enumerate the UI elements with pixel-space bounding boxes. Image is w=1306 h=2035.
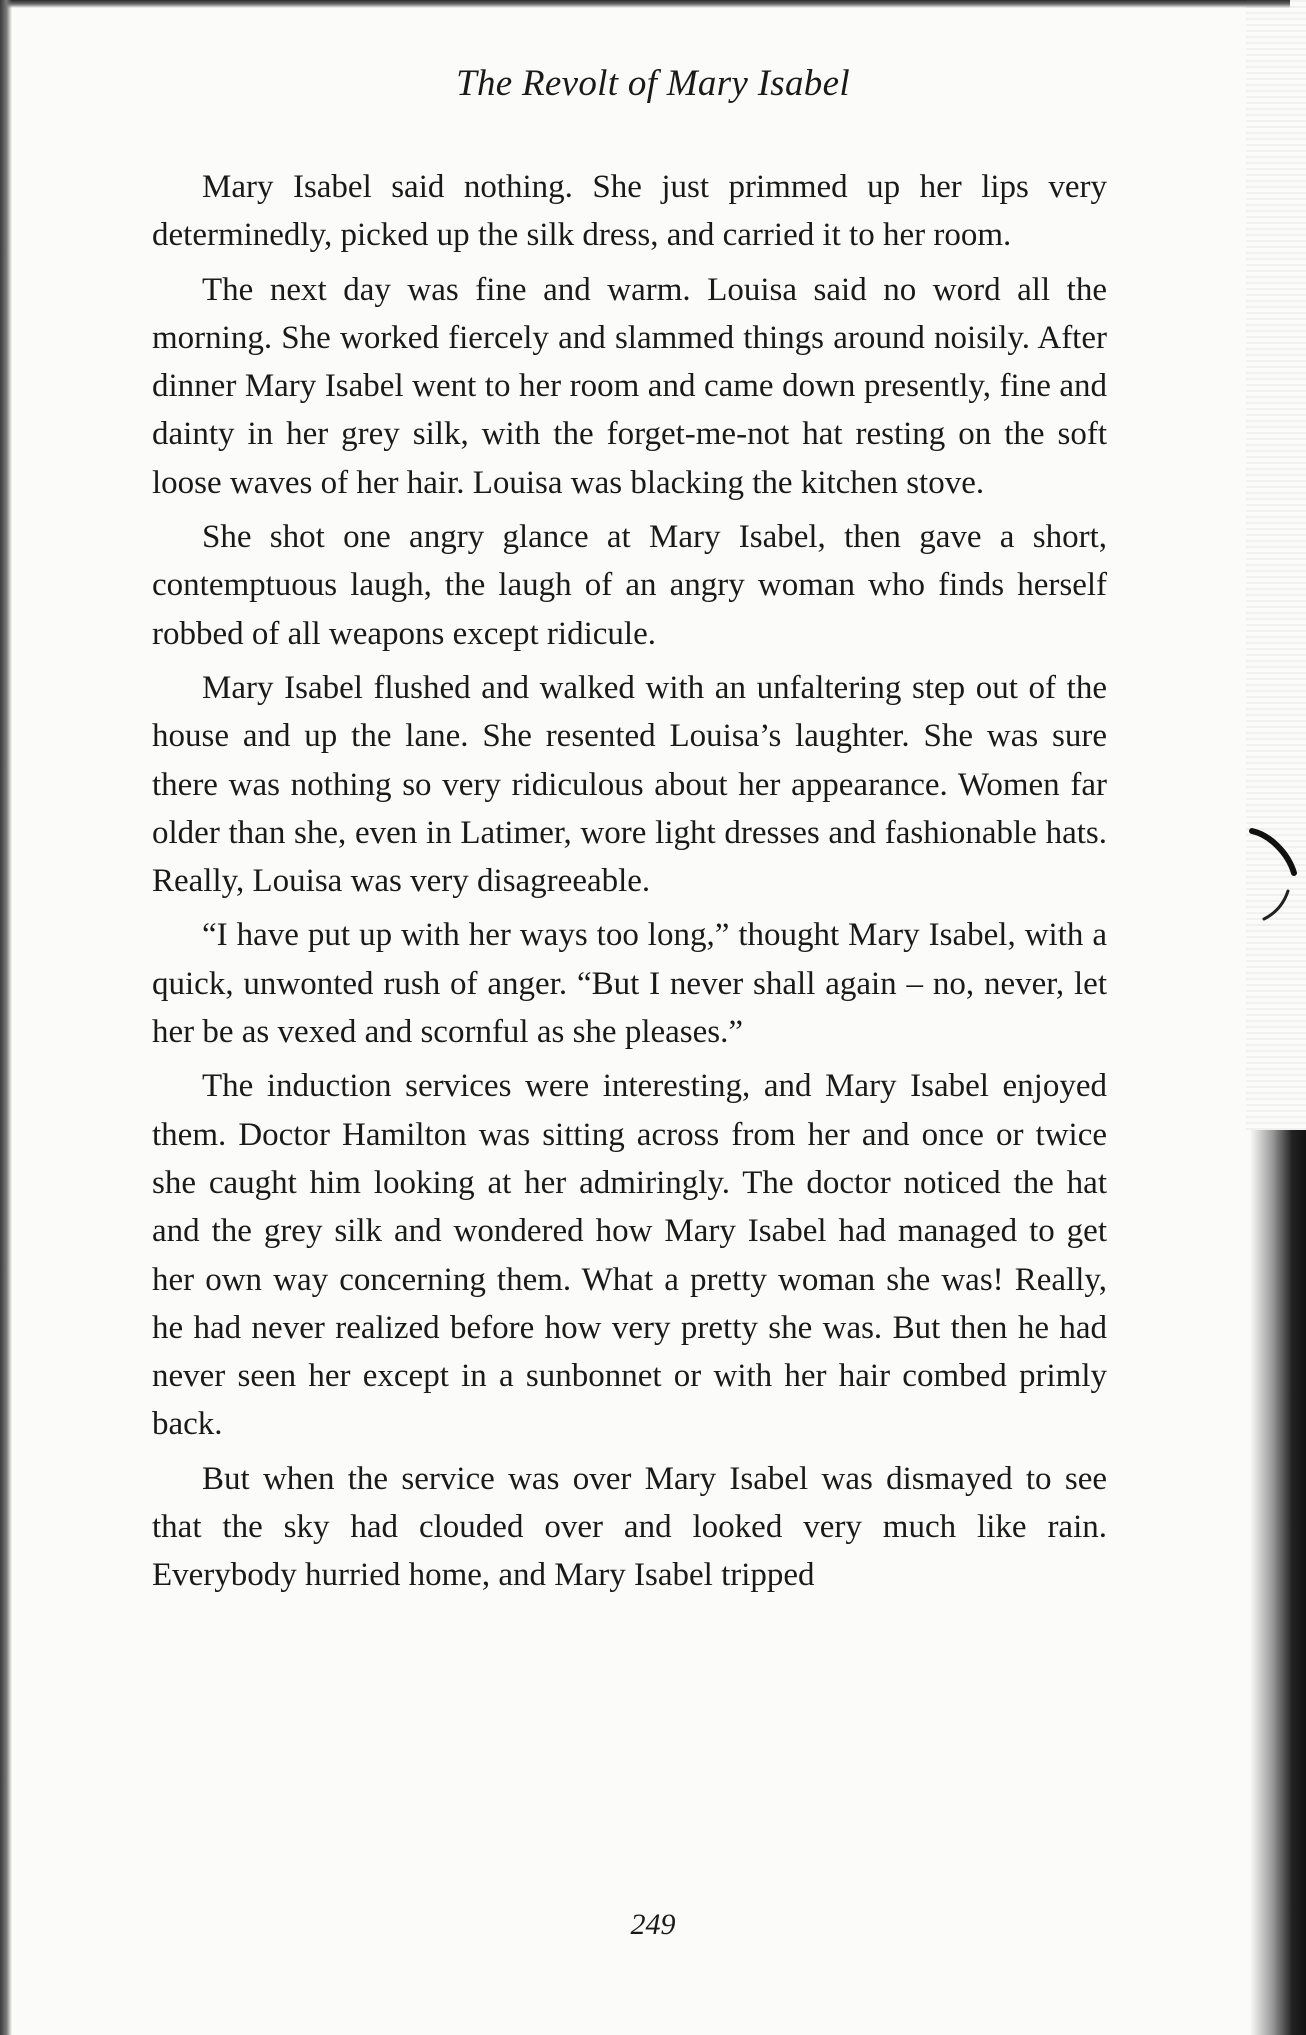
paragraph: Mary Isabel flushed and walked with an unfaltering step out of the house and up the lane. She resented Louisa’s laughter. She was sure there was nothing so very ridiculous about her appearance. Women far older than she, even in Latimer, wore light dresses and fashionable hats. Really, Louisa was very disagreeable. xyxy=(152,669,1107,900)
paragraph: But when the service was over Mary Isabel was dismayed to see that the sky had clouded over and looked very much like rain. Everybody hurried home, and Mary Isabel tripped xyxy=(152,1460,1107,1594)
paragraph: The induction services were interesting, and Mary Isabel enjoyed them. Doctor Hamilton was sitting across from her and once or twice she caught him looking at her admiringly. The doctor noticed the hat and the grey silk and wondered how Mary Isabel had managed to get her own way concerning them. What a pretty woman she was! Really, he had never realized before how very pretty she was. But then he had never seen her except in a sunbonnet or with her hair combed primly back. xyxy=(152,1068,1107,1443)
paragraph: The next day was fine and warm. Louisa said no word all the morning. She worked fiercely and slammed things around noisily. After dinner Mary Isabel went to her room and came down presently, fine and dainty in her grey silk, with the forget-me-not hat resting on the soft loose waves of her hair. Louisa was blacking the kitchen stove. xyxy=(152,271,1107,501)
body-text xyxy=(152,163,1107,1606)
scan-right-margin-noise xyxy=(1246,0,1306,1130)
scan-binding-edge xyxy=(0,0,12,2035)
paragraph: “I have put up with her ways too long,” thought Mary Isabel, with a quick, unwonted rush of anger. “But I never shall again – no, never, let her be as vexed and scornful as she pleases.” xyxy=(152,917,1107,1051)
scan-right-edge-shadow xyxy=(1250,1130,1306,2035)
margin-bracket-mark xyxy=(1248,825,1300,925)
paragraph: She shot one angry glance at Mary Isabel, then gave a short, contemptuous laugh, the laugh of an angry woman who finds herself robbed of all weapons except ridicule. xyxy=(152,519,1107,652)
page-number: 249 xyxy=(630,1908,676,1941)
scan-top-edge xyxy=(0,0,1290,8)
paragraph: Mary Isabel said nothing. She just primmed up her lips very determinedly, picked up the silk dress, and carried it to her room. xyxy=(152,169,1107,254)
running-head: The Revolt of Mary Isabel xyxy=(456,63,850,104)
